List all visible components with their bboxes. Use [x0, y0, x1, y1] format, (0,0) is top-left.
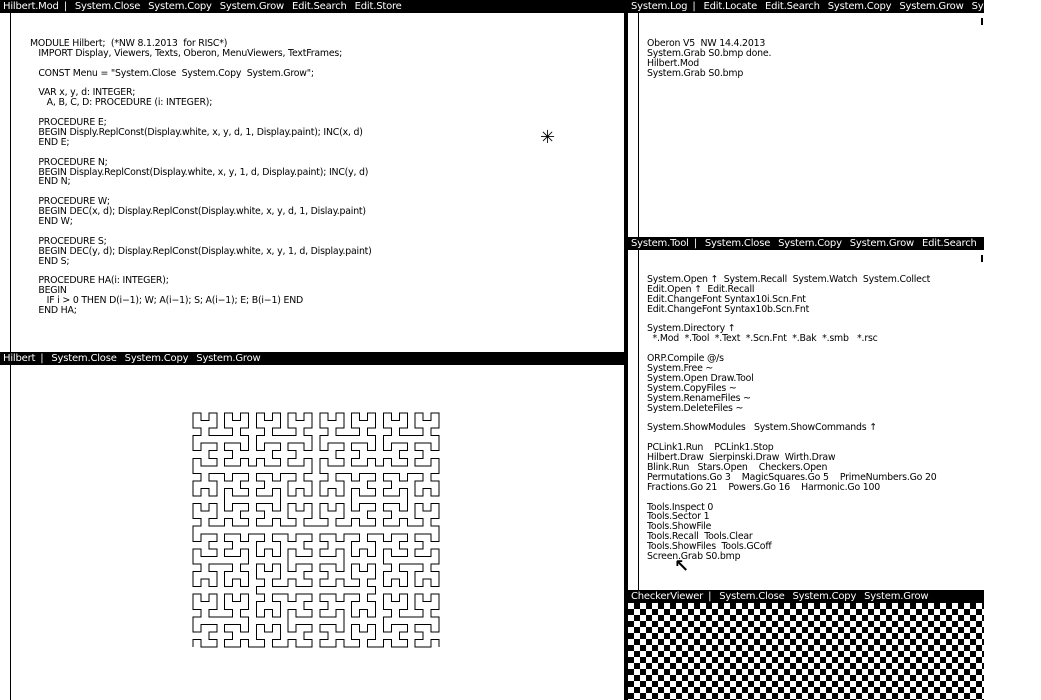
system-log-viewer	[628, 0, 1036, 237]
tool-command-line[interactable]: Fractions.Go 21 Powers.Go 16 Harmonic.Go 100	[647, 481, 881, 493]
source-line[interactable]: END S;	[30, 255, 70, 267]
log-line[interactable]: System.Grab S0.bmp	[647, 67, 744, 79]
scroll-marker[interactable]	[981, 18, 983, 25]
hilbert-curve-drawing	[190, 410, 450, 650]
left-bar[interactable]	[638, 250, 639, 590]
menu-edit-search[interactable]: Edit.Search	[291, 1, 347, 12]
menu-edit-store[interactable]: Edit.Store	[354, 1, 402, 12]
menu-system-copy[interactable]: System.Copy	[792, 591, 857, 602]
tool-command-line[interactable]: System.CopyFiles ~	[647, 382, 737, 394]
viewer-title[interactable]: System.Log	[631, 1, 688, 12]
hilbert-mod-titlebar[interactable]: Hilbert.Mod | System.Close System.Copy System.Grow Edit.Search Edit.Store	[0, 0, 624, 13]
menu-system-clear[interactable]: System.Clear	[971, 1, 1036, 12]
menu-system-grow[interactable]: System.Grow	[219, 1, 284, 12]
source-line[interactable]: END HA;	[30, 305, 77, 317]
tool-command-line[interactable]: Edit.ChangeFont Syntax10i.Scn.Fnt	[647, 293, 806, 305]
system-tool-titlebar[interactable]: System.Tool | System.Close System.Copy System.Grow Edit.Search Edit.Store	[628, 237, 984, 250]
menu-system-close[interactable]: System.Close	[74, 1, 141, 12]
menu-system-close[interactable]: System.Close	[51, 353, 117, 364]
star-marker-icon: ✳	[540, 127, 556, 148]
hilbert-curve-path	[193, 413, 439, 647]
tool-command-line[interactable]: System.DeleteFiles ~	[647, 402, 744, 414]
source-line[interactable]: IMPORT Display, Viewers, Texts, Oberon, MenuViewers, TextFrames;	[30, 47, 343, 59]
source-line[interactable]: IF i > 0 THEN D(i−1); W; A(i−1); S; A(i−1); E; B(i−1) END	[30, 295, 304, 307]
scroll-marker[interactable]	[981, 255, 983, 262]
viewer-title[interactable]: Hilbert	[3, 353, 36, 364]
source-line[interactable]: BEGIN DEC(y, d); Display.ReplConst(Display.white, x, y, 1, d, Display.paint)	[30, 245, 372, 257]
source-line[interactable]	[30, 108, 620, 118]
menu-system-grow[interactable]: System.Grow	[196, 353, 261, 364]
log-line[interactable]: Hilbert.Mod	[647, 57, 700, 69]
tool-command-line[interactable]: System.Open Draw.Tool	[647, 372, 754, 384]
tool-text[interactable]	[647, 255, 937, 582]
source-line[interactable]: PROCEDURE N;	[30, 156, 108, 168]
column-divider	[624, 0, 628, 700]
tool-command-line[interactable]: Hilbert.Draw Sierpinski.Draw Wirth.Draw	[647, 452, 836, 464]
viewer-title[interactable]: Hilbert.Mod	[3, 1, 59, 12]
log-line[interactable]: System.Grab S0.bmp done.	[647, 47, 772, 59]
left-bar[interactable]	[10, 365, 11, 700]
menu-system-close[interactable]: System.Close	[719, 591, 785, 602]
checker-viewer-titlebar[interactable]: CheckerViewer | System.Close System.Copy System.Grow	[628, 590, 984, 603]
menu-system-grow[interactable]: System.Grow	[849, 238, 914, 249]
menu-edit-locate[interactable]: Edit.Locate	[703, 1, 758, 12]
menu-system-copy[interactable]: System.Copy	[827, 1, 892, 12]
source-line[interactable]: PROCEDURE HA(i: INTEGER);	[30, 275, 169, 287]
source-line[interactable]: BEGIN Disply.ReplConst(Display.white, x, y, d, 1, Display.paint); INC(x, d)	[30, 126, 363, 138]
source-line[interactable]: MODULE Hilbert; (*NW 8.1.2013 for RISC*)	[30, 37, 228, 49]
tool-command-line[interactable]: Screen.Grab S0.bmp	[647, 551, 741, 563]
tool-command-line[interactable]: Tools.ShowFiles Tools.GCoff	[647, 541, 772, 553]
tool-command-line[interactable]: Tools.ShowFile	[647, 521, 712, 533]
viewer-title[interactable]: System.Tool	[631, 238, 689, 249]
tool-command-line[interactable]: PCLink1.Run PCLink1.Stop	[647, 442, 774, 454]
source-text[interactable]	[30, 19, 620, 336]
source-line[interactable]: PROCEDURE W;	[30, 196, 110, 208]
menu-system-close[interactable]: System.Close	[704, 238, 771, 249]
menu-system-copy[interactable]: System.Copy	[124, 353, 189, 364]
system-log-titlebar[interactable]: System.Log | Edit.Locate Edit.Search System.Copy System.Grow System.Clear	[628, 0, 984, 13]
menu-edit-search[interactable]: Edit.Search	[765, 1, 820, 12]
log-text[interactable]	[647, 19, 771, 98]
menu-system-copy[interactable]: System.Copy	[778, 238, 842, 249]
tool-command-line[interactable]: Permutations.Go 3 MagicSquares.Go 5 PrimeNumbers.Go 20	[647, 471, 937, 483]
source-line[interactable]: END E;	[30, 136, 70, 148]
menu-system-grow[interactable]: System.Grow	[899, 1, 964, 12]
tool-command-line[interactable]: ORP.Compile @/s	[647, 353, 724, 365]
tool-command-line[interactable]: Tools.Sector 1	[647, 511, 710, 523]
source-line[interactable]: END N;	[30, 176, 71, 188]
left-bar[interactable]	[638, 13, 639, 237]
menu-edit-store[interactable]: Edit.Store	[984, 238, 1032, 249]
source-line[interactable]: PROCEDURE S;	[30, 235, 107, 247]
system-tool-viewer	[628, 237, 1032, 590]
menu-system-copy[interactable]: System.Copy	[148, 1, 212, 12]
source-line[interactable]	[30, 148, 620, 158]
left-bar[interactable]	[10, 13, 11, 352]
source-line[interactable]	[30, 187, 620, 197]
tool-command-line[interactable]: Edit.ChangeFont Syntax10b.Scn.Fnt	[647, 303, 810, 315]
source-line[interactable]: BEGIN	[30, 285, 67, 297]
menu-edit-search[interactable]: Edit.Search	[921, 238, 977, 249]
checkerboard	[628, 603, 984, 700]
tool-command-line[interactable]: Tools.Recall Tools.Clear	[647, 531, 753, 543]
tool-command-line[interactable]: *.Mod *.Tool *.Text *.Scn.Fnt *.Bak *.smb *.rsc	[647, 333, 878, 345]
tool-command-line[interactable]: Edit.Open ↑ Edit.Recall	[647, 283, 755, 295]
source-line[interactable]: END W;	[30, 216, 73, 228]
log-line[interactable]: Oberon V5 NW 14.4.2013	[647, 37, 766, 49]
tool-command-line[interactable]: System.Directory ↑	[647, 323, 736, 335]
tool-command-line[interactable]: System.RenameFiles ~	[647, 392, 751, 404]
hilbert-viewer	[0, 352, 624, 700]
checker-viewer	[628, 590, 984, 700]
source-line[interactable]: BEGIN DEC(x, d); Display.ReplConst(Display.white, x, y, d, 1, Dislay.paint)	[30, 206, 366, 218]
hilbert-viewer-titlebar[interactable]: Hilbert | System.Close System.Copy System.Grow	[0, 352, 624, 365]
tool-command-line[interactable]: System.Free ~	[647, 362, 714, 374]
source-line[interactable]: CONST Menu = "System.Close System.Copy System.Grow";	[30, 67, 314, 79]
hilbert-mod-viewer	[0, 0, 624, 352]
tool-command-line[interactable]: Blink.Run Stars.Open Checkers.Open	[647, 461, 828, 473]
menu-system-grow[interactable]: System.Grow	[864, 591, 929, 602]
mouse-pointer-icon: ↖	[674, 556, 690, 577]
source-line[interactable]: BEGIN Display.ReplConst(Display.white, x, y, 1, d, Display.paint); INC(y, d)	[30, 166, 369, 178]
source-line[interactable]: A, B, C, D: PROCEDURE (i: INTEGER);	[30, 97, 213, 109]
tool-command-line[interactable]: System.ShowModules System.ShowCommands ↑	[647, 422, 877, 434]
tool-command-line[interactable]: Tools.Inspect 0	[647, 501, 714, 513]
tool-command-line[interactable]: System.Open ↑ System.Recall System.Watch System.Collect	[647, 273, 931, 285]
viewer-title[interactable]: CheckerViewer	[631, 591, 704, 602]
source-line[interactable]	[30, 227, 620, 237]
source-line[interactable]: VAR x, y, d: INTEGER;	[30, 87, 136, 99]
source-line[interactable]: PROCEDURE E;	[30, 117, 107, 129]
